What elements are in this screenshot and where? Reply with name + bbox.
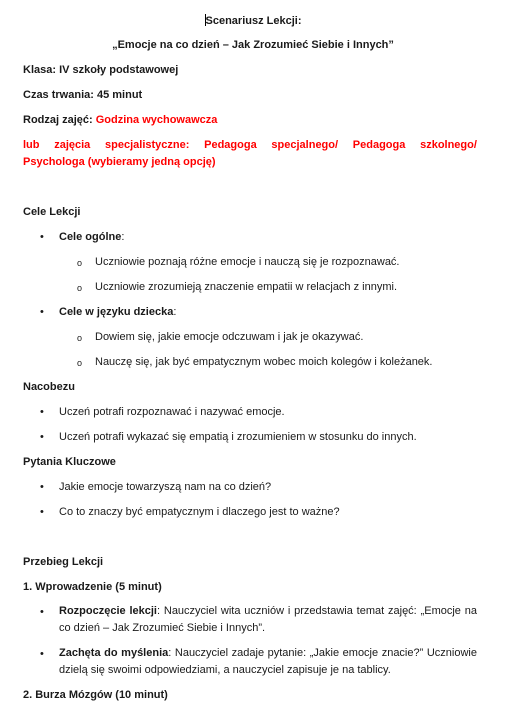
sub-bullet-icon — [77, 358, 82, 369]
bullet-icon — [40, 307, 44, 318]
step1-item-text: : Nauczyciel zadaje pytanie: „Jakie emocje znacie?” Uczniowie dzielą się swoimi odpowiedziami, a nauczyciel zapisuje je na tablicy. — [59, 647, 477, 676]
sub-bullet-icon — [77, 333, 82, 344]
step1-item-label: Rozpoczęcie lekcji — [59, 605, 157, 617]
sub-bullet-icon — [77, 258, 82, 269]
pytania-heading: Pytania Kluczowe — [23, 456, 116, 468]
rodzaj-label: Rodzaj zajęć: — [23, 114, 93, 126]
rodzaj-alt-word: specjalnego/ — [271, 139, 339, 151]
rodzaj-alt-word: Pedagoga — [352, 139, 406, 151]
bullet-icon — [40, 607, 44, 618]
cele-ogolne-item: Uczniowie poznają różne emocje i nauczą się je rozpoznawać. — [95, 256, 400, 268]
klasa-line — [23, 64, 178, 76]
title-line-1: Scenariusz Lekcji: — [205, 15, 302, 27]
cele-dziecka-label: Cele w języku dziecka — [59, 306, 174, 318]
rodzaj-alt-word: Pedagoga — [204, 139, 257, 151]
klasa-value: IV szkoły podstawowej — [59, 64, 179, 76]
sub-bullet-icon — [77, 283, 82, 294]
bullet-icon — [40, 649, 44, 660]
nacobezu-item: Uczeń potrafi rozpoznawać i nazywać emocje. — [59, 406, 285, 418]
nacobezu-heading: Nacobezu — [23, 381, 75, 393]
czas-label: Czas trwania: — [23, 89, 94, 101]
rodzaj-alt-word: szkolnego/ — [420, 139, 477, 151]
step1-item-1 — [59, 603, 477, 637]
rodzaj-alt-word: specjalistyczne: — [105, 139, 190, 151]
rodzaj-alt-line-2: Psychologa (wybieramy jedną opcję) — [23, 156, 216, 168]
rodzaj-value: Godzina wychowawcza — [95, 114, 218, 126]
step2-heading: 2. Burza Mózgów (10 minut) — [23, 689, 168, 701]
rodzaj-alt-word: zajęcia — [54, 139, 91, 151]
cele-dziecka-item: Dowiem się, jakie emocje odczuwam i jak je okazywać. — [95, 331, 364, 343]
pytania-item: Co to znaczy być empatycznym i dlaczego jest to ważne? — [59, 506, 340, 518]
czas-value: 45 minut — [96, 89, 143, 101]
colon: : — [173, 306, 177, 318]
cele-dziecka-item: Nauczę się, jak być empatycznym wobec moich kolegów i koleżanek. — [95, 356, 433, 368]
colon: : — [121, 231, 125, 243]
bullet-icon — [40, 482, 44, 493]
czas-line — [23, 89, 142, 101]
przebieg-heading: Przebieg Lekcji — [23, 556, 104, 568]
step1-item-2 — [59, 645, 477, 679]
bullet-icon — [40, 232, 44, 243]
cele-dziecka-line — [59, 306, 176, 318]
document-title — [0, 14, 506, 27]
cele-ogolne-item: Uczniowie zrozumieją znaczenie empatii w relacjach z innymi. — [95, 281, 398, 293]
pytania-item: Jakie emocje towarzyszą nam na co dzień? — [59, 481, 272, 493]
cele-heading: Cele Lekcji — [23, 206, 81, 218]
bullet-icon — [40, 507, 44, 518]
lesson-subtitle: „Emocje na co dzień – Jak Zrozumieć Siebie i Innych” — [112, 39, 394, 51]
step1-heading: 1. Wprowadzenie (5 minut) — [23, 581, 162, 593]
rodzaj-alt-line-1 — [23, 139, 477, 151]
bullet-icon — [40, 432, 44, 443]
rodzaj-alt-word: lub — [23, 139, 40, 151]
klasa-label: Klasa: — [23, 64, 57, 76]
step1-item-text: : Nauczyciel wita uczniów i przedstawia temat zajęć: „Emocje na co dzień – Jak Zrozumieć Siebie i Innych”. — [59, 605, 477, 634]
nacobezu-item: Uczeń potrafi wykazać się empatią i zrozumieniem w stosunku do innych. — [59, 431, 417, 443]
bullet-icon — [40, 407, 44, 418]
step1-item-label: Zachęta do myślenia — [59, 647, 169, 659]
cele-ogolne-line — [59, 231, 124, 243]
rodzaj-line — [23, 114, 217, 126]
cele-ogolne-label: Cele ogólne — [59, 231, 122, 243]
